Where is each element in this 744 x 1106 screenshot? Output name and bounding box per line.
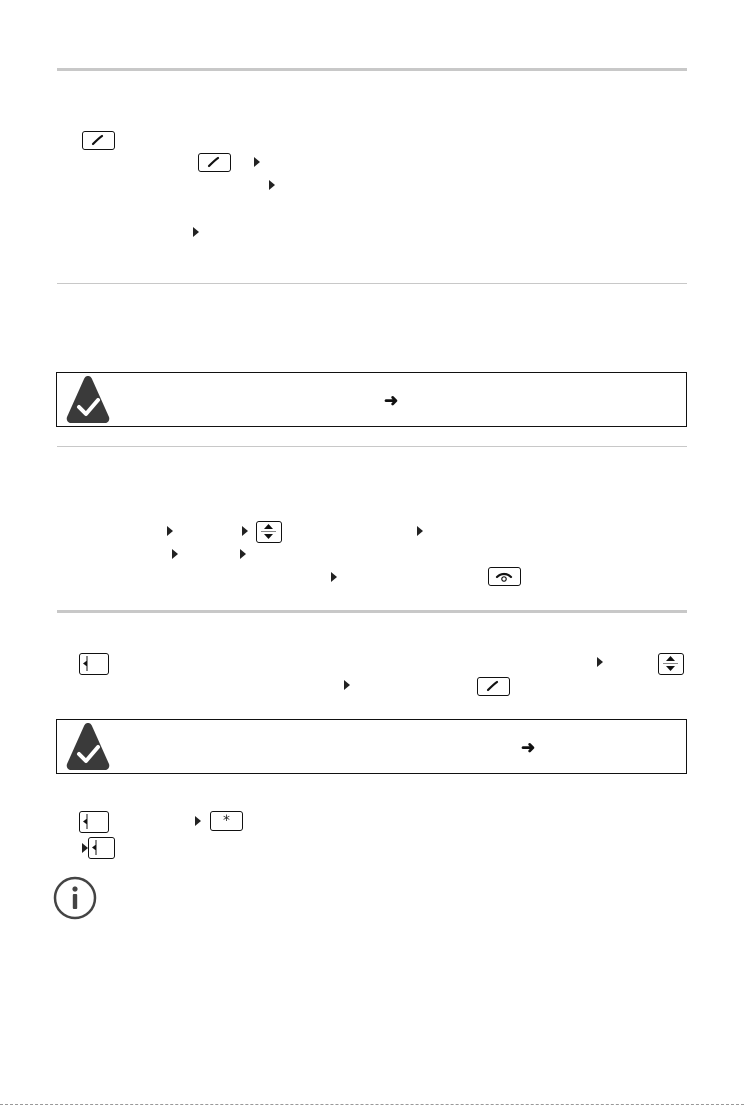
navigation-up-down-icon xyxy=(658,653,684,675)
talk-key-icon xyxy=(82,131,115,150)
star-key-icon xyxy=(210,811,243,831)
menu-step-arrow-icon xyxy=(195,816,201,826)
star-key-label: * xyxy=(222,813,231,829)
talk-key-icon xyxy=(198,153,231,172)
check-warning-triangle-icon xyxy=(65,373,111,425)
note-box xyxy=(56,719,687,774)
menu-step-arrow-icon xyxy=(331,572,337,582)
display-softkey-icon xyxy=(79,811,109,833)
check-warning-triangle-icon xyxy=(65,720,111,772)
menu-step-arrow-icon xyxy=(269,180,275,190)
info-circle-icon xyxy=(52,875,98,921)
section-rule xyxy=(57,446,687,447)
section-rule xyxy=(57,283,687,284)
page-cut-line xyxy=(0,1104,744,1105)
menu-step-arrow-icon xyxy=(240,549,246,559)
menu-step-arrow-icon xyxy=(254,157,260,167)
end-call-icon xyxy=(488,567,521,586)
section-rule xyxy=(57,68,687,71)
section-rule xyxy=(57,610,687,613)
menu-step-arrow-icon xyxy=(193,227,199,237)
display-softkey-icon xyxy=(88,837,115,859)
menu-step-arrow-icon xyxy=(167,526,173,536)
display-softkey-icon xyxy=(79,653,109,675)
menu-step-arrow-icon xyxy=(417,526,423,536)
reference-arrow-icon: ➜ xyxy=(384,391,399,410)
note-box xyxy=(56,372,687,427)
talk-key-icon xyxy=(477,677,510,696)
menu-step-arrow-icon xyxy=(597,657,603,667)
reference-arrow-icon: ➜ xyxy=(521,738,536,757)
navigation-up-down-icon xyxy=(256,521,282,543)
menu-step-arrow-icon xyxy=(172,549,178,559)
menu-step-arrow-icon xyxy=(344,680,350,690)
menu-step-arrow-icon xyxy=(242,526,248,536)
